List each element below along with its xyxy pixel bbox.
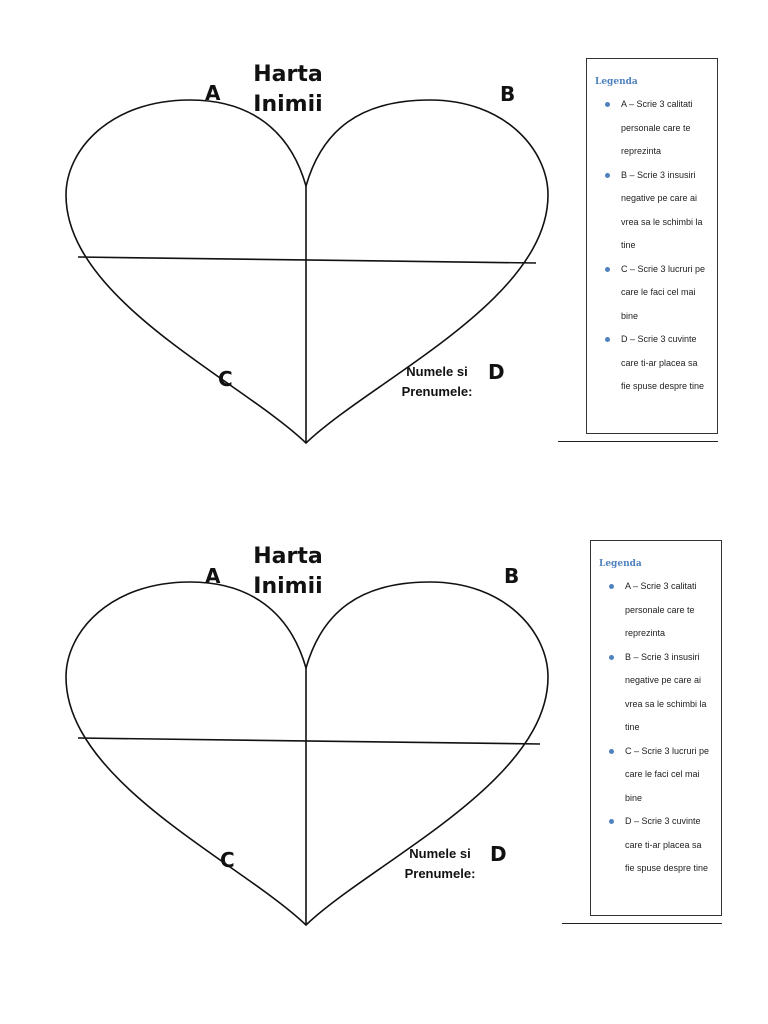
section-label-b: B	[500, 82, 516, 106]
name-label-line-1: Numele si	[409, 846, 471, 861]
legend-title: Legenda	[599, 559, 642, 569]
worksheet-title	[238, 60, 338, 120]
legend-item-text: B – Scrie 3 insusiri negative pe care ai vrea sa le schimbi la tine	[621, 169, 703, 250]
bullet-icon	[605, 173, 610, 178]
legend-item-d	[599, 810, 713, 881]
worksheet-copy-top	[0, 0, 768, 480]
legend-item-c	[599, 740, 713, 811]
title-line-1: Harta	[253, 544, 323, 569]
name-underline	[558, 441, 718, 442]
legend-box	[590, 540, 722, 916]
title-line-2: Inimii	[253, 92, 323, 117]
section-label-c: C	[220, 848, 235, 872]
bullet-icon	[609, 819, 614, 824]
section-label-d: D	[488, 360, 505, 384]
legend-item-text: A – Scrie 3 calitati personale care te reprezinta	[621, 99, 693, 156]
legend-list	[599, 575, 713, 881]
heart-horizontal-divider	[78, 257, 536, 263]
name-label	[389, 362, 485, 402]
section-label-d: D	[490, 842, 507, 866]
name-label-line-2: Prenumele:	[401, 384, 473, 399]
name-label	[392, 844, 488, 884]
section-label-b: B	[504, 564, 520, 588]
legend-item-b	[595, 164, 709, 258]
legend-item-text: C – Scrie 3 lucruri pe care le faci cel mai bine	[621, 263, 706, 321]
section-label-c: C	[218, 367, 233, 391]
legend-item-text: C – Scrie 3 lucruri pe care le faci cel mai bine	[625, 745, 710, 803]
bullet-icon	[605, 102, 610, 107]
heart-horizontal-divider	[78, 738, 540, 744]
legend-item-text: B – Scrie 3 insusiri negative pe care ai vrea sa le schimbi la tine	[625, 651, 707, 732]
legend-box	[586, 58, 718, 434]
legend-item-a	[595, 93, 709, 164]
bullet-icon	[609, 655, 614, 660]
bullet-icon	[609, 749, 614, 754]
bullet-icon	[605, 337, 610, 342]
section-label-a: A	[205, 564, 221, 588]
bullet-icon	[605, 267, 610, 272]
legend-list	[595, 93, 709, 399]
worksheet-title	[238, 542, 338, 602]
legend-item-text: A – Scrie 3 calitati personale care te reprezinta	[625, 581, 697, 638]
legend-item-c	[595, 258, 709, 329]
name-label-line-1: Numele si	[406, 364, 468, 379]
name-label-line-2: Prenumele:	[404, 866, 476, 881]
legend-item-b	[599, 646, 713, 740]
legend-item-a	[599, 575, 713, 646]
name-underline	[562, 923, 722, 924]
legend-title: Legenda	[595, 77, 638, 87]
worksheet-copy-bottom	[0, 482, 768, 962]
title-line-2: Inimii	[253, 574, 323, 599]
legend-item-text: D – Scrie 3 cuvinte care ti-ar placea sa fie spuse despre tine	[625, 816, 709, 873]
bullet-icon	[609, 584, 614, 589]
title-line-1: Harta	[253, 62, 323, 87]
legend-item-text: D – Scrie 3 cuvinte care ti-ar placea sa fie spuse despre tine	[621, 334, 705, 391]
section-label-a: A	[205, 81, 221, 105]
legend-item-d	[595, 328, 709, 399]
